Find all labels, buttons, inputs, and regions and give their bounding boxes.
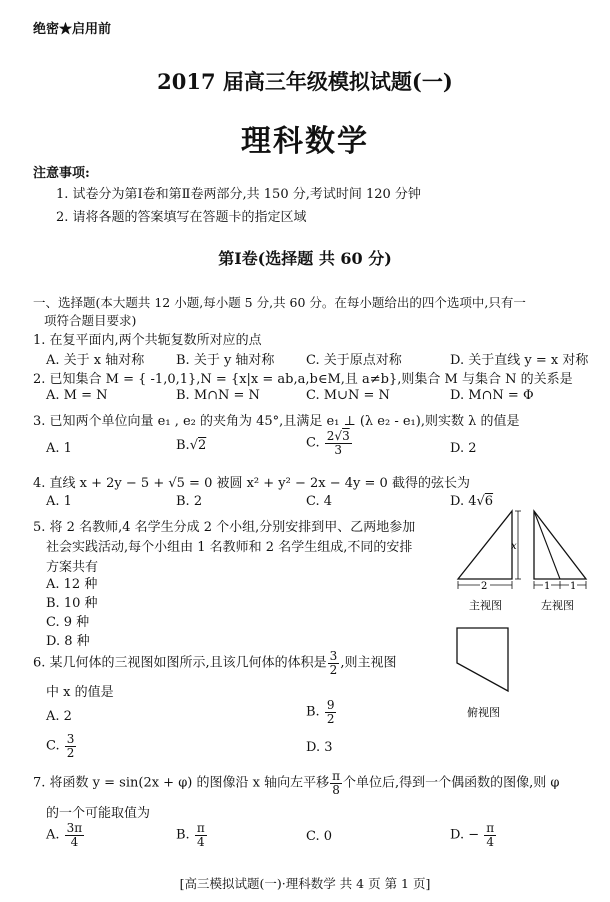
q3-stem: 3. 已知两个单位向量 e₁ , e₂ 的夹角为 45°,且满足 e₁ ⊥ (λ e₂ - e₁),则实数 λ 的值是	[33, 414, 520, 429]
q7-option-b	[176, 822, 208, 848]
q6-option-c-num: 3	[66, 732, 75, 746]
q4-option-d-letter: D. 4	[450, 494, 477, 509]
notice-item-1: 1. 试卷分为第Ⅰ卷和第Ⅱ卷两部分,共 150 分,考试时间 120 分钟	[56, 187, 421, 202]
secret-label: 绝密★启用前	[33, 22, 112, 37]
dim-2-label: 2	[481, 581, 488, 592]
top-view-label: 俯视图	[467, 706, 500, 719]
dim-1b-label: 1	[570, 581, 577, 592]
q3-option-c-num-radicand: 3	[342, 429, 350, 443]
q7-option-a	[46, 822, 85, 848]
q3-option-d: D. 2	[450, 441, 477, 456]
page-footer: [高三模拟试题(一)·理科数学 共 4 页 第 1 页]	[179, 876, 431, 891]
q5-option-d: D. 8 种	[46, 634, 90, 649]
q6-volume-den: 2	[329, 662, 338, 677]
q6-option-d: D. 3	[306, 740, 333, 755]
q7-stem	[33, 770, 560, 796]
q4-option-c: C. 4	[306, 494, 333, 509]
q5-option-a: A. 12 种	[46, 577, 98, 592]
q4-option-d: D. 4√6	[450, 494, 494, 509]
q2-stem: 2. 已知集合 M = { -1,0,1},N = {x|x = ab,a,b∈M,且 a≠b},则集合 M 与集合 N 的关系是	[33, 372, 573, 387]
q1-option-c: C. 关于原点对称	[306, 353, 402, 368]
q7-option-d	[450, 822, 497, 848]
q2-option-a: A. M = N	[46, 388, 108, 403]
q7-option-d-den: 4	[486, 834, 495, 849]
notice-item-2: 2. 请将各题的答案填写在答题卡的指定区域	[56, 210, 307, 225]
front-view	[458, 511, 521, 612]
q3-option-c-num: 2	[326, 429, 335, 443]
q5-line3: 方案共有	[46, 560, 99, 575]
q5-line2: 社会实践活动,每个小组由 1 名教师和 2 名学生组成,不同的安排	[46, 540, 413, 555]
q7-stem-pre: 7. 将函数 y = sin(2x + φ) 的图像沿 x 轴向左平移	[33, 775, 330, 791]
q2-option-d: D. M∩N = Φ	[450, 388, 534, 403]
q6-volume-num: 3	[329, 649, 338, 663]
q6-stem-post: ,则主视图	[340, 655, 397, 671]
q4-stem: 4. 直线 x + 2y − 5 + √5 = 0 被圆 x² + y² − 2x − 4y = 0 截得的弦长为	[33, 476, 470, 491]
notice-heading: 注意事项:	[33, 166, 90, 181]
q6-line2: 中 x 的值是	[46, 685, 114, 700]
q7-option-c: C. 0	[306, 829, 333, 844]
exam-title: 2017 届高三年级模拟试题(一)	[157, 69, 453, 94]
q7-option-a-letter: A.	[46, 827, 60, 843]
q3-option-c-den: 3	[334, 442, 343, 457]
q1-option-b: B. 关于 y 轴对称	[176, 353, 275, 368]
section-instruction-line1: 一、选择题(本大题共 12 小题,每小题 5 分,共 60 分。在每小题给出的四个选项中,只有一	[33, 295, 526, 310]
subject-title: 理科数学	[241, 124, 369, 159]
side-view	[534, 511, 586, 612]
q3-option-c: C. $\frac{2√3}{3}$	[306, 429, 350, 457]
q7-option-b-letter: B.	[176, 827, 190, 843]
q7-option-a-num: 3π	[66, 821, 83, 835]
front-view-label: 主视图	[469, 599, 502, 612]
q3-option-b-letter: B.	[176, 438, 190, 453]
q6-option-c-den: 2	[66, 745, 75, 760]
q7-line2: 的一个可能取值为	[46, 806, 151, 821]
dim-1a-label: 1	[544, 581, 551, 592]
q4-option-a: A. 1	[46, 494, 72, 509]
q7-option-b-den: 4	[196, 834, 205, 849]
q7-shift-den: 8	[332, 782, 340, 797]
q5-line1: 5. 将 2 名教师,4 名学生分成 2 个小组,分别安排到甲、乙两地参加	[33, 520, 416, 535]
q2-option-c: C. M∪N = N	[306, 388, 390, 403]
q6-option-b	[306, 699, 337, 725]
q6-option-a: A. 2	[46, 709, 72, 724]
q5-option-c: C. 9 种	[46, 615, 90, 630]
q1-stem: 1. 在复平面内,两个共轭复数所对应的点	[33, 333, 262, 348]
q4-option-b: B. 2	[176, 494, 203, 509]
dim-x-label: x	[511, 541, 517, 552]
q7-stem-post: 个单位后,得到一个偶函数的图像,则 φ	[343, 775, 560, 791]
q3-option-c-letter: C.	[306, 435, 320, 451]
q2-option-b: B. M∩N = N	[176, 388, 260, 403]
side-view-label: 左视图	[541, 599, 574, 612]
q7-option-d-num: π	[486, 821, 495, 835]
q7-option-d-letter: D. −	[450, 827, 480, 843]
q6-option-b-den: 2	[326, 711, 335, 726]
q3-option-b-radicand: 2	[197, 438, 207, 453]
q5-option-b: B. 10 种	[46, 596, 98, 611]
q7-option-a-den: 4	[70, 834, 79, 849]
q3-option-b: B.√2	[176, 438, 207, 453]
section-title: 第Ⅰ卷(选择题 共 60 分)	[218, 249, 392, 268]
top-view	[457, 628, 508, 719]
q6-stem-pre: 6. 某几何体的三视图如图所示,且该几何体的体积是	[33, 655, 327, 671]
q6-option-b-letter: B.	[306, 704, 320, 720]
q6-option-c	[46, 733, 77, 759]
q1-option-d: D. 关于直线 y = x 对称	[450, 353, 589, 368]
q6-stem	[33, 650, 396, 676]
q6-option-b-num: 9	[326, 698, 335, 712]
q1-option-a: A. 关于 x 轴对称	[46, 353, 145, 368]
q7-option-b-num: π	[196, 821, 205, 835]
q4-option-d-radicand: 6	[484, 494, 494, 509]
q3-option-a: A. 1	[46, 441, 72, 456]
q6-option-c-letter: C.	[46, 738, 60, 754]
section-instruction-line2: 项符合题目要求)	[44, 313, 137, 328]
three-view-figure	[440, 505, 610, 730]
q7-shift-num: π	[332, 769, 340, 783]
